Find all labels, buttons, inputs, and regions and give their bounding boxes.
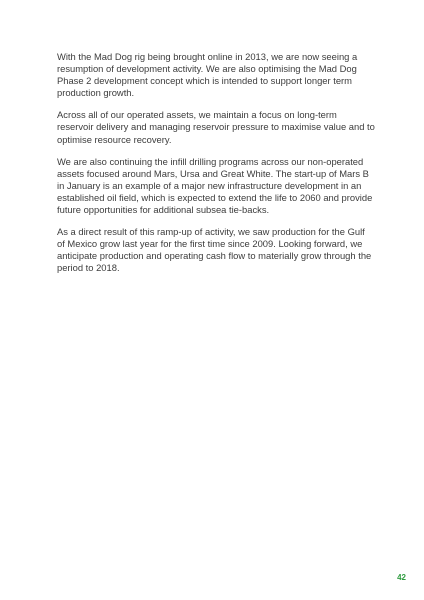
page-content: [57, 51, 375, 285]
page-number: 42: [397, 573, 406, 582]
paragraph-operated-assets: Across all of our operated assets, we maintain a focus on long-term reservoir delivery and managing reservoir pressure to maximise value and to optimise resource recovery.: [57, 109, 375, 145]
paragraph-mad-dog: With the Mad Dog rig being brought online in 2013, we are now seeing a resumption of development activity. We are also optimising the Mad Dog Phase 2 development concept which is intended to support longer term production growth.: [57, 51, 358, 99]
paragraph-infill-drilling: We are also continuing the infill drilling programs across our non-operated assets focused around Mars, Ursa and Great White. The start-up of Mars B in January is an example of a major new infrastructure development in an established oil field, which is expected to extend the life to 2060 and provide future opportunities for additional subsea tie-backs.: [57, 155, 373, 216]
paragraph-production-growth: As a direct result of this ramp-up of activity, we saw production for the Gulf of Mexico grow last year for the first time since 2009. Looking forward, we anticipate production and operating cash flow to materially grow through the period to 2018.: [57, 226, 372, 274]
